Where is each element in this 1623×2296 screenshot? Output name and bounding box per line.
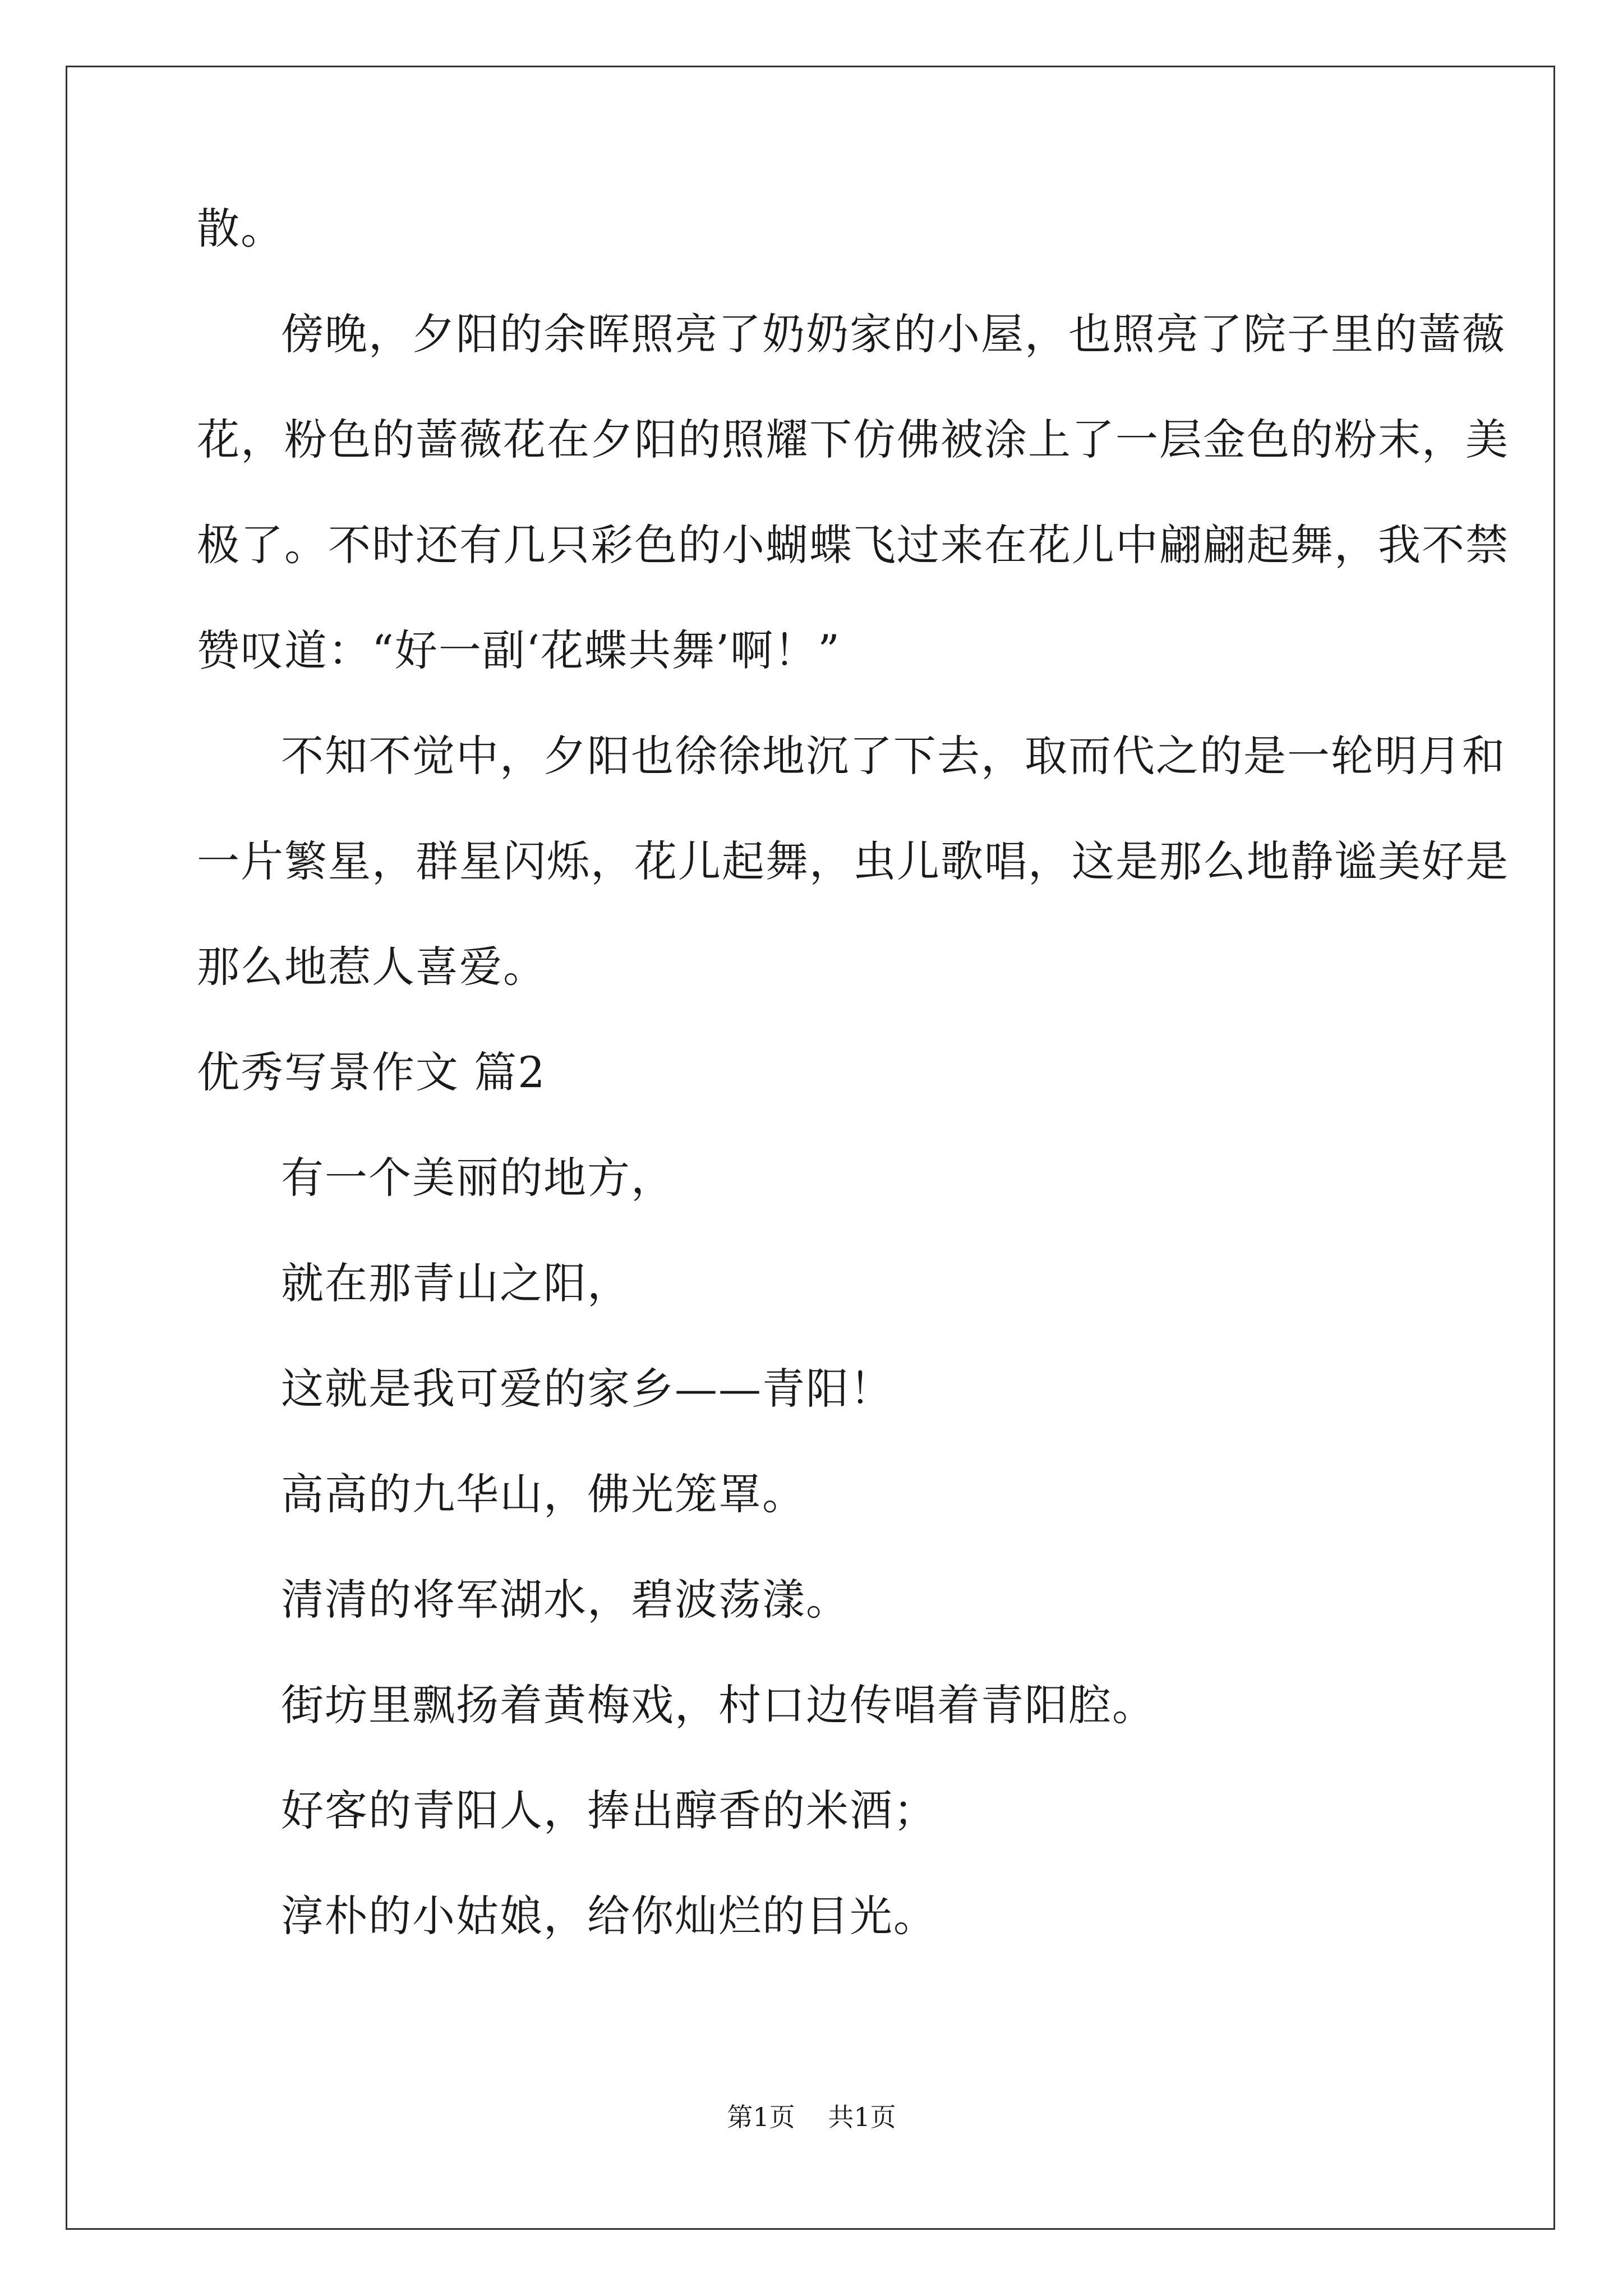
page-footer: [0, 2100, 1623, 2134]
text-line: 赞叹道：“好一副‘花蝶共舞’啊！”: [197, 625, 841, 675]
text-line: 就在那青山之阳，: [281, 1258, 631, 1308]
text-line: 散。: [197, 204, 284, 254]
text-line: 傍晚，夕阳的余晖照亮了奶奶家的小屋，也照亮了院子里的蔷薇: [281, 309, 1506, 359]
text-line: 花，粉色的蔷薇花在夕阳的照耀下仿佛被涂上了一层金色的粉末，美: [197, 415, 1509, 464]
document-body: [197, 202, 1509, 1995]
text-line: 清清的将军湖水，碧波荡漾。: [281, 1575, 850, 1625]
page-number: 第1页: [727, 2102, 795, 2132]
text-line: 高高的九华山，佛光笼罩。: [281, 1469, 806, 1519]
text-line: 这就是我可爱的家乡——青阳！: [281, 1364, 893, 1414]
text-line: 有一个美丽的地方，: [281, 1153, 675, 1203]
page-total: 共1页: [828, 2102, 896, 2132]
text-line: 极了。不时还有几只彩色的小蝴蝶飞过来在花儿中翩翩起舞，我不禁: [197, 520, 1509, 570]
text-line: 好客的青阳人，捧出醇香的米酒；: [281, 1786, 937, 1835]
text-line: 街坊里飘扬着黄梅戏，村口边传唱着青阳腔。: [281, 1680, 1156, 1730]
text-line: 不知不觉中，夕阳也徐徐地沉了下去，取而代之的是一轮明月和: [281, 731, 1506, 781]
text-line: 淳朴的小姑娘，给你灿烂的目光。: [281, 1891, 937, 1941]
text-line: 一片繁星，群星闪烁，花儿起舞，虫儿歌唱，这是那么地静谧美好是: [197, 836, 1509, 886]
section-heading: 优秀写景作文 篇2: [197, 1047, 546, 1097]
text-line: 那么地惹人喜爱。: [197, 942, 547, 992]
